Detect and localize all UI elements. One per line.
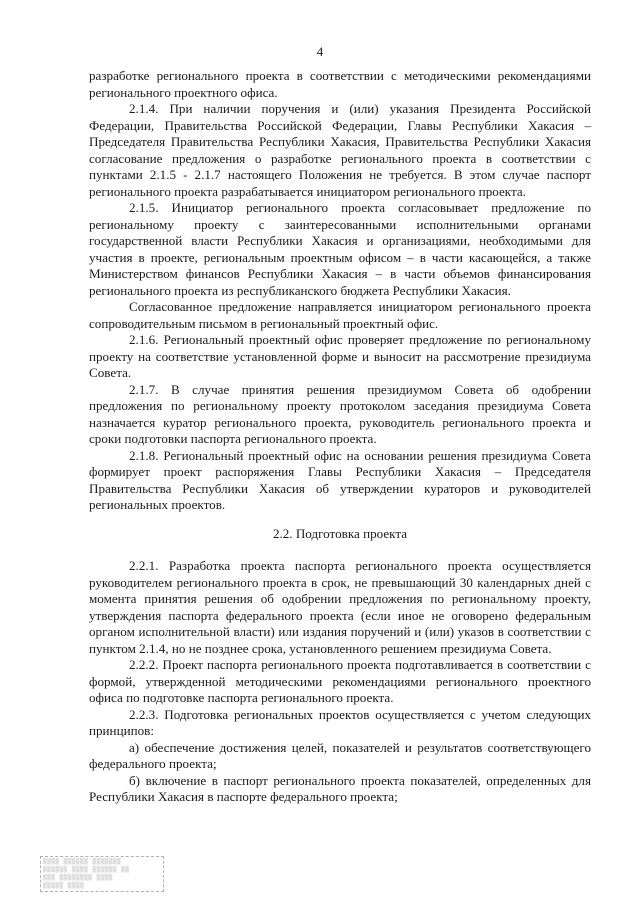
paragraph: 2.2.2. Проект паспорта регионального проекта подготавливается в соответствии с формой, утвержденной методическими рекомендациями регионального проектного офиса по подготовке паспорта регионального проекта. [89, 657, 591, 705]
paragraph: б) включение в паспорт регионального проекта показателей, определенных для Республики Хакасия в паспорте федерального проекта; [89, 772, 591, 804]
paragraph: 2.1.5. Инициатор регионального проекта согласовывает предложение по региональному проекту с заинтересованными исполнительными органами государственной власти Республики Хакасия и организациями, необходимыми для участия в проекте, региональным проектным офисом – в части касающейся, а также Министерством финансов Республики Хакасия – в части объемов финансирования регионального проекта из республиканского бюджета Республики Хакасия. [89, 200, 591, 298]
page-number: 4 [316, 44, 324, 59]
paragraphs-bottom [89, 558, 591, 806]
paragraph: разработке регионального проекта в соответствии с методическими рекомендациями регионального проектного офиса. [89, 68, 591, 100]
paragraph: 2.1.6. Региональный проектный офис проверяет предложение по региональному проекту на соответствие установленной форме и выносит на рассмотрение президиума Совета. [89, 332, 591, 380]
paragraph: Согласованное предложение направляется инициатором регионального проекта сопроводительным письмом в региональный проектный офис. [89, 299, 591, 331]
paragraph: а) обеспечение достижения целей, показателей и результатов соответствующего федерального проекта; [89, 739, 591, 771]
paragraph: 2.2.3. Подготовка региональных проектов осуществляется с учетом следующих принципов: [89, 706, 591, 738]
paragraph: 2.1.8. Региональный проектный офис на основании решения президиума Совета формирует проект распоряжения Главы Республики Хакасия – Председателя Правительства Республики Хакасия об утверждении кураторов и руководителей региональных проектов. [89, 447, 591, 512]
paragraph: 2.1.4. При наличии поручения и (или) указания Президента Российской Федерации, Правительства Российской Федерации, Главы Республики Хакасия – Председателя Правительства Республики Хакасия, Правительства Республики Хакасия согласование предложения о разработке регионального проекта в соответствии с пунктами 2.1.5 - 2.1.7 настоящего Положения не требуется. В этом случае паспорт регионального проекта разрабатывается инициатором регионального проекта. [89, 101, 591, 199]
document-body [89, 68, 591, 806]
paragraph: 2.2.1. Разработка проекта паспорта регионального проекта осуществляется руководителем регионального проекта в срок, не превышающий 30 календарных дней с момента принятия решения об одобрении предложения по региональному проекту, утверждения паспорта федерального проекта (если иное не оговорено федеральным органом исполнительной власти) или издания поручений и (или) указов в соответствии с пунктом 2.1.4, но не позднее срока, установленного решением президиума Совета. [89, 558, 591, 656]
paragraphs-top [89, 68, 591, 514]
paragraph: 2.1.7. В случае принятия решения президиумом Совета об одобрении предложения по региональному проекту протоколом заседания президиума Совета назначается куратор регионального проекта, руководитель регионального проекта и сроки подготовки паспорта регионального проекта. [89, 381, 591, 446]
section-heading: 2.2. Подготовка проекта [272, 525, 408, 541]
faded-stamp: ▒▒▒▒ ▒▒▒▒▒▒ ▒▒▒▒▒▒▒ ▒▒▒▒▒▒ ▒▒▒▒ ▒▒▒▒▒▒ ▒▒ ▒▒▒ ▒▒▒▒▒▒▒▒ ▒▒▒▒ ▒▒▒▒▒ ▒▒▒▒ [40, 856, 164, 892]
